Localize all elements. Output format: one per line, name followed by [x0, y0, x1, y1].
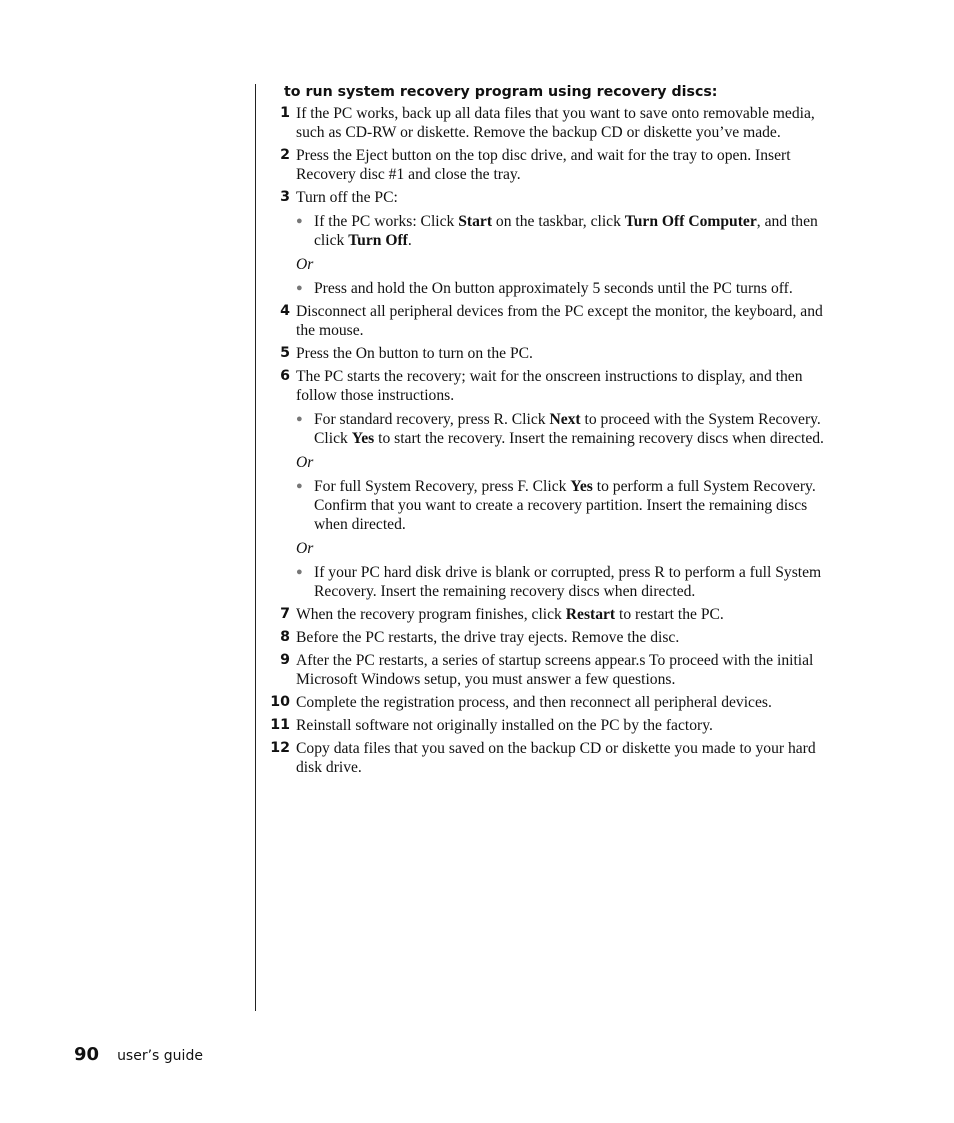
bullet-text: Press and hold the On button approximately 5 seconds until the PC turns off.	[314, 280, 793, 297]
step-text: Copy data files that you saved on the backup CD or diskette you made to your hard disk drive.	[296, 740, 816, 776]
step-11	[268, 716, 840, 735]
bullet-text: For standard recovery, press R. Click Next to proceed with the System Recovery. Click Yes to start the recovery. Insert the remaining recovery discs when directed.	[314, 411, 824, 447]
bullet-item	[296, 279, 840, 298]
step-4	[268, 302, 840, 340]
bullet-item	[296, 563, 840, 601]
or-separator: Or	[296, 454, 314, 471]
step-number: 5	[280, 345, 290, 361]
or-separator: Or	[296, 540, 314, 557]
step-number: 2	[280, 147, 290, 163]
step-12	[268, 739, 840, 777]
step-number: 8	[280, 629, 290, 645]
or-separator: Or	[296, 256, 314, 273]
step-number: 10	[270, 694, 290, 710]
step-text: Complete the registration process, and then reconnect all peripheral devices.	[296, 694, 772, 711]
step-body	[296, 367, 840, 601]
procedure-content	[268, 83, 840, 781]
bullet-item	[296, 212, 840, 250]
step-7	[268, 605, 840, 624]
step-6	[268, 367, 840, 601]
step-text: Press the Eject button on the top disc drive, and wait for the tray to open. Insert Recovery disc #1 and close the tray.	[296, 147, 791, 183]
step-1	[268, 104, 840, 142]
step-text: Reinstall software not originally installed on the PC by the factory.	[296, 717, 713, 734]
bullet-dot-icon: ●	[296, 566, 303, 578]
bullet-dot-icon: ●	[296, 215, 303, 227]
step-number: 4	[280, 303, 290, 319]
bullet-dot-icon: ●	[296, 282, 303, 294]
step-number: 9	[280, 652, 290, 668]
step-text: If the PC works, back up all data files that you want to save onto removable media, such as CD-RW or diskette. Remove the backup CD or diskette you’ve made.	[296, 105, 815, 141]
step-10	[268, 693, 840, 712]
bullet-text: For full System Recovery, press F. Click Yes to perform a full System Recovery. Confirm that you want to create a recovery partition. Insert the remaining discs when directed.	[314, 478, 816, 533]
step-8	[268, 628, 840, 647]
bullet-dot-icon: ●	[296, 480, 303, 492]
footer-label: user’s guide	[117, 1048, 203, 1064]
step-text: Before the PC restarts, the drive tray ejects. Remove the disc.	[296, 629, 680, 646]
bullet-text: If your PC hard disk drive is blank or corrupted, press R to perform a full System Recovery. Insert the remaining recovery discs when directed.	[314, 564, 822, 600]
step-text: When the recovery program finishes, click Restart to restart the PC.	[296, 606, 724, 623]
step-text: After the PC restarts, a series of startup screens appear.s To proceed with the initial Microsoft Windows setup, you must answer a few questions.	[296, 652, 814, 688]
procedure-heading: to run system recovery program using recovery discs:	[284, 84, 718, 100]
step-body	[296, 188, 840, 298]
step-9	[268, 651, 840, 689]
step-number: 3	[280, 189, 290, 205]
step-number: 6	[280, 368, 290, 384]
bullet-text: If the PC works: Click Start on the taskbar, click Turn Off Computer, and then click Turn Off.	[314, 213, 818, 249]
bullet-item	[296, 410, 840, 448]
step-text: Press the On button to turn on the PC.	[296, 345, 533, 362]
bullet-dot-icon: ●	[296, 413, 303, 425]
step-text: The PC starts the recovery; wait for the onscreen instructions to display, and then follow those instructions.	[296, 368, 803, 404]
step-number: 7	[280, 606, 290, 622]
page-number: 90	[74, 1044, 100, 1065]
step-number: 12	[270, 740, 290, 756]
step-5	[268, 344, 840, 363]
step-3	[268, 188, 840, 298]
margin-rule	[255, 84, 256, 1011]
step-2	[268, 146, 840, 184]
bullet-item	[296, 477, 840, 534]
step-text: Turn off the PC:	[296, 189, 398, 206]
step-number: 1	[280, 105, 290, 121]
step-text: Disconnect all peripheral devices from the PC except the monitor, the keyboard, and the mouse.	[296, 303, 823, 339]
step-number: 11	[270, 717, 290, 733]
page-footer	[74, 1044, 203, 1065]
